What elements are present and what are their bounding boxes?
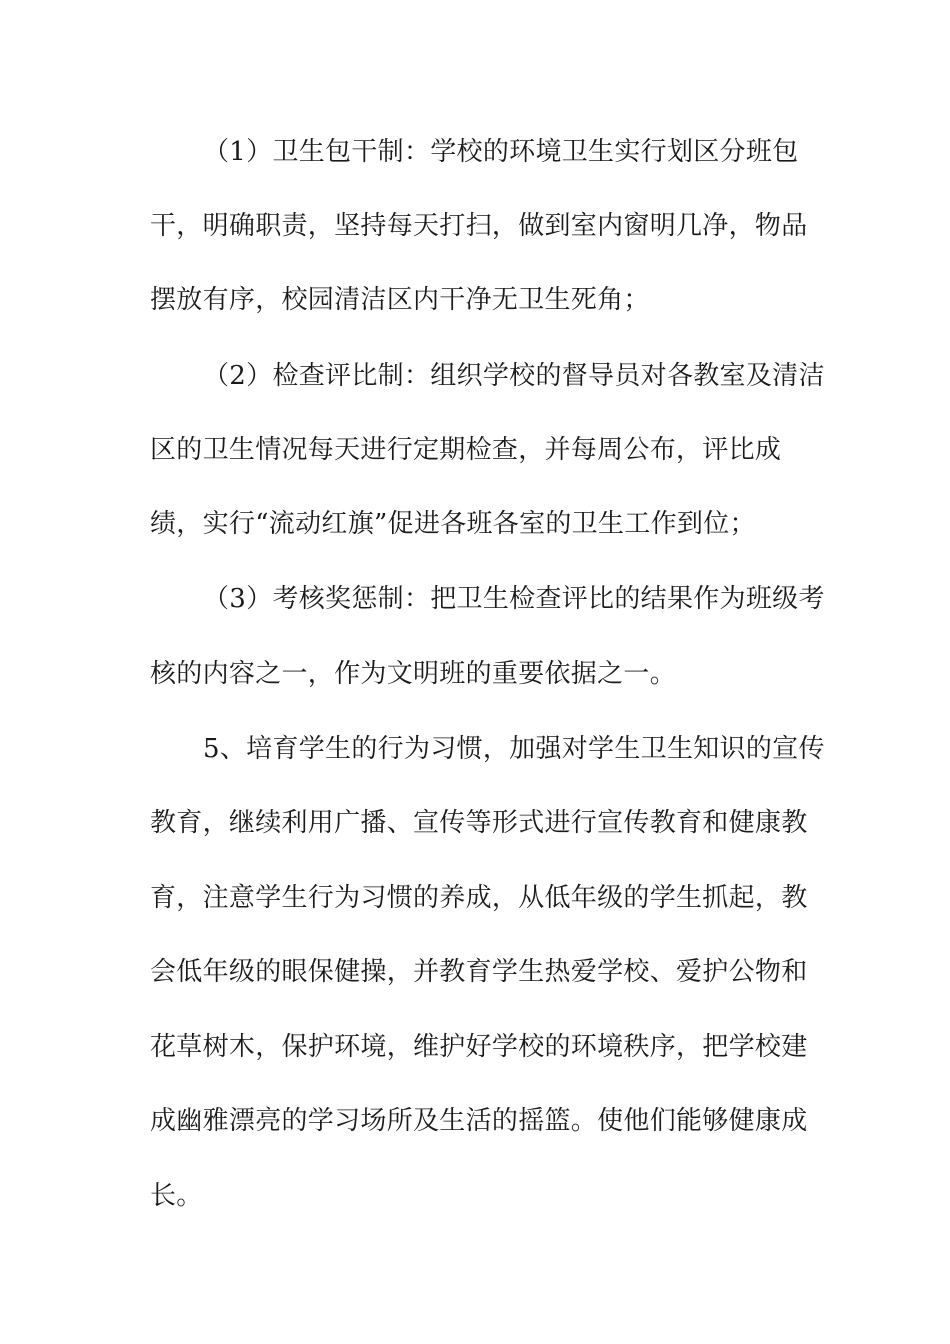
paragraph-1-line-3: 摆放有序，校园清洁区内干净无卫生死角； <box>150 285 650 315</box>
paragraph-4-line-7: 长。 <box>150 1181 203 1211</box>
paragraph-1-line-1: （1）卫生包干制：学校的环境卫生实行划区分班包 <box>203 137 799 167</box>
paragraph-3-line-2: 核的内容之一，作为文明班的重要依据之一。 <box>150 659 677 689</box>
paragraph-4-line-1: 5、培育学生的行为习惯，加强对学生卫生知识的宣传 <box>203 734 825 764</box>
paragraph-2-line-1: （2）检查评比制：组织学校的督导员对各教室及清洁 <box>203 361 825 391</box>
paragraph-4-line-6: 成幽雅漂亮的学习场所及生活的摇篮。使他们能够健康成 <box>150 1106 808 1136</box>
paragraph-3-line-1: （3）考核奖惩制：把卫生检查评比的结果作为班级考 <box>203 584 825 614</box>
paragraph-4-line-4: 会低年级的眼保健操，并教育学生热爱学校、爱护公物和 <box>150 957 808 987</box>
paragraph-1-line-2: 干，明确职责，坚持每天打扫，做到室内窗明几净，物品 <box>150 211 808 241</box>
paragraph-2-line-2: 区的卫生情况每天进行定期检查，并每周公布，评比成 <box>150 435 782 465</box>
paragraph-2-line-3: 绩，实行“流动红旗”促进各班各室的卫生工作到位； <box>150 509 756 539</box>
paragraph-4-line-3: 育，注意学生行为习惯的养成，从低年级的学生抓起，教 <box>150 883 808 913</box>
paragraph-4-line-2: 教育，继续利用广播、宣传等形式进行宣传教育和健康教 <box>150 808 808 838</box>
paragraph-4-line-5: 花草树木，保护环境，维护好学校的环境秩序，把学校建 <box>150 1032 808 1062</box>
